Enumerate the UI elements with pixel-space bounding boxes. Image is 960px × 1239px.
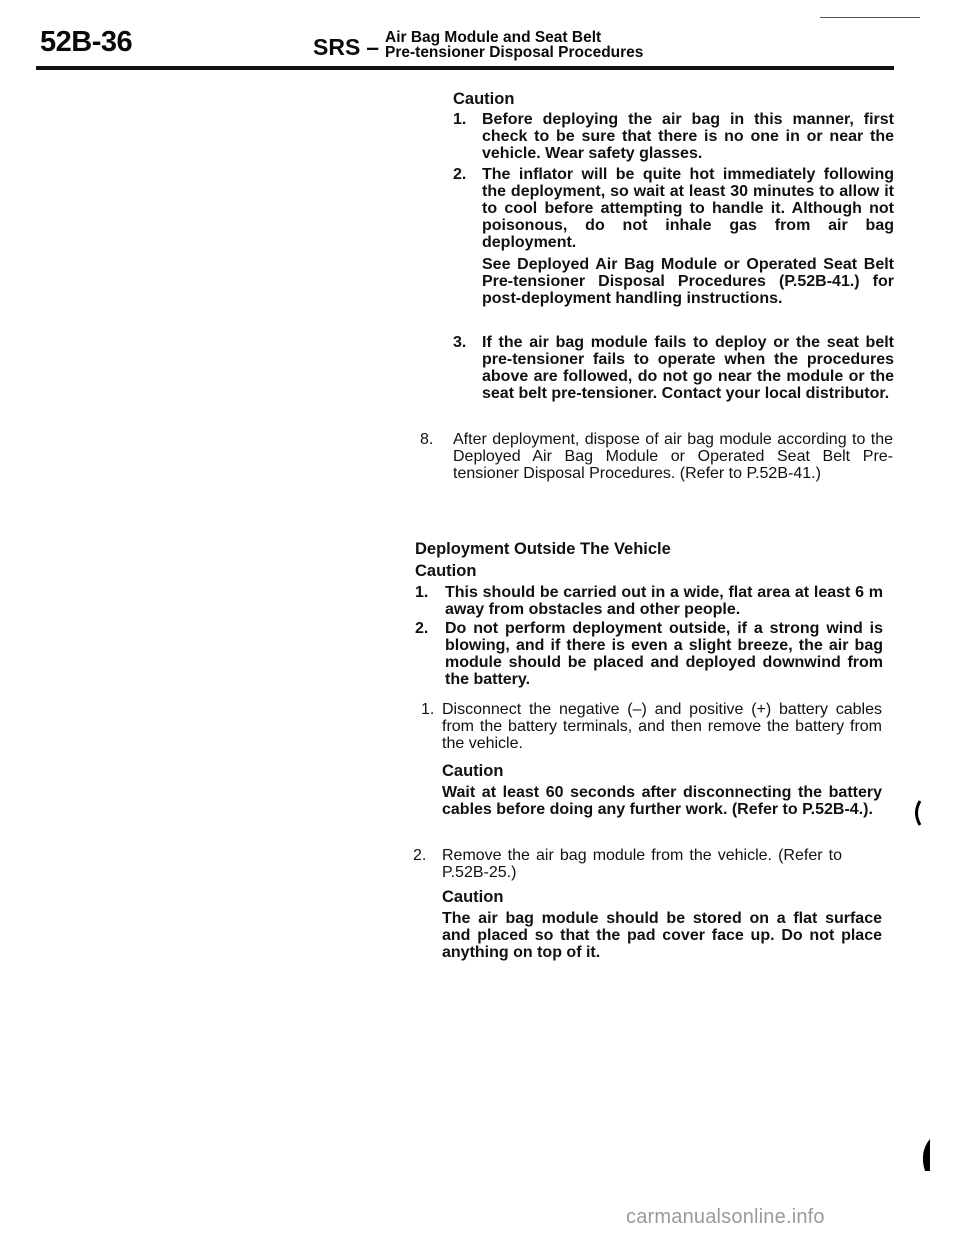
caution-item-text: Before deploying the air bag in this manner, first check to be sure that there is no one in or near the vehicle. Wear safety glasses. [482, 111, 894, 162]
section-heading: Deployment Outside The Vehicle [415, 540, 671, 558]
caution-item-number: 1. [415, 584, 429, 601]
caution-heading: Caution [442, 762, 504, 780]
section-dash: – [366, 34, 380, 60]
margin-mark [918, 1138, 932, 1172]
caution-item-number: 2. [415, 620, 429, 637]
caution-item-number: 2. [453, 166, 467, 183]
caution-item-text: Do not perform deployment outside, if a strong wind is blowing, and if there is even a slight breeze, the air bag module should be placed and deployed downwind from the battery. [445, 620, 883, 688]
step-text: Disconnect the negative (–) and positive (+) battery cables from the battery terminals, and then remove the battery from the vehicle. [442, 701, 882, 752]
step-number: 1. [421, 701, 435, 718]
watermark: carmanualsonline.info [626, 1206, 825, 1228]
caution-item-text: If the air bag module fails to deploy or the seat belt pre-tensioner fails to operate when the procedures above are followed, do not go near the module or the seat belt pre-tensioner. Contact your local distributor. [482, 334, 894, 402]
margin-mark [910, 800, 924, 826]
header-rule [36, 66, 894, 70]
caution-heading: Caution [453, 90, 515, 108]
page-header [0, 0, 960, 80]
page-title-line2: Pre-tensioner Disposal Procedures [385, 44, 644, 61]
caution-item-number: 3. [453, 334, 467, 351]
step-number: 8. [420, 431, 434, 448]
caution-item-text: This should be carried out in a wide, flat area at least 6 m away from obstacles and other people. [445, 584, 883, 618]
page-number: 52B-36 [40, 26, 133, 58]
section-code: SRS [313, 34, 361, 60]
header-top-rule [820, 17, 920, 18]
caution-heading: Caution [415, 562, 477, 580]
caution-item-text: The inflator will be quite hot immediately following the deployment, so wait at least 30 minutes to allow it to cool before attempting to handle it. Although not poisonous, do not inhale gas from air bag deployment. [482, 166, 894, 251]
step-number: 2. [413, 847, 427, 864]
caution-text: Wait at least 60 seconds after disconnecting the battery cables before doing any further work. (Refer to P.52B-4.). [442, 784, 882, 818]
caution-heading: Caution [442, 888, 504, 906]
page-title-line1: Air Bag Module and Seat Belt [385, 29, 602, 46]
page-title [385, 30, 643, 60]
step-text: After deployment, dispose of air bag module according to the Deployed Air Bag Module or Operated Seat Belt Pre-tensioner Disposal Procedures. (Refer to P.52B-41.) [453, 431, 893, 482]
section-label [313, 34, 379, 61]
step-text: Remove the air bag module from the vehicle. (Refer to P.52B-25.) [442, 847, 842, 881]
caution-text: The air bag module should be stored on a flat surface and placed so that the pad cover face up. Do not place anything on top of it. [442, 910, 882, 961]
caution-item-note: See Deployed Air Bag Module or Operated Seat Belt Pre-tensioner Disposal Procedures (P.52B-41.) for post-deployment handling instructions. [482, 256, 894, 307]
caution-item-number: 1. [453, 111, 467, 128]
